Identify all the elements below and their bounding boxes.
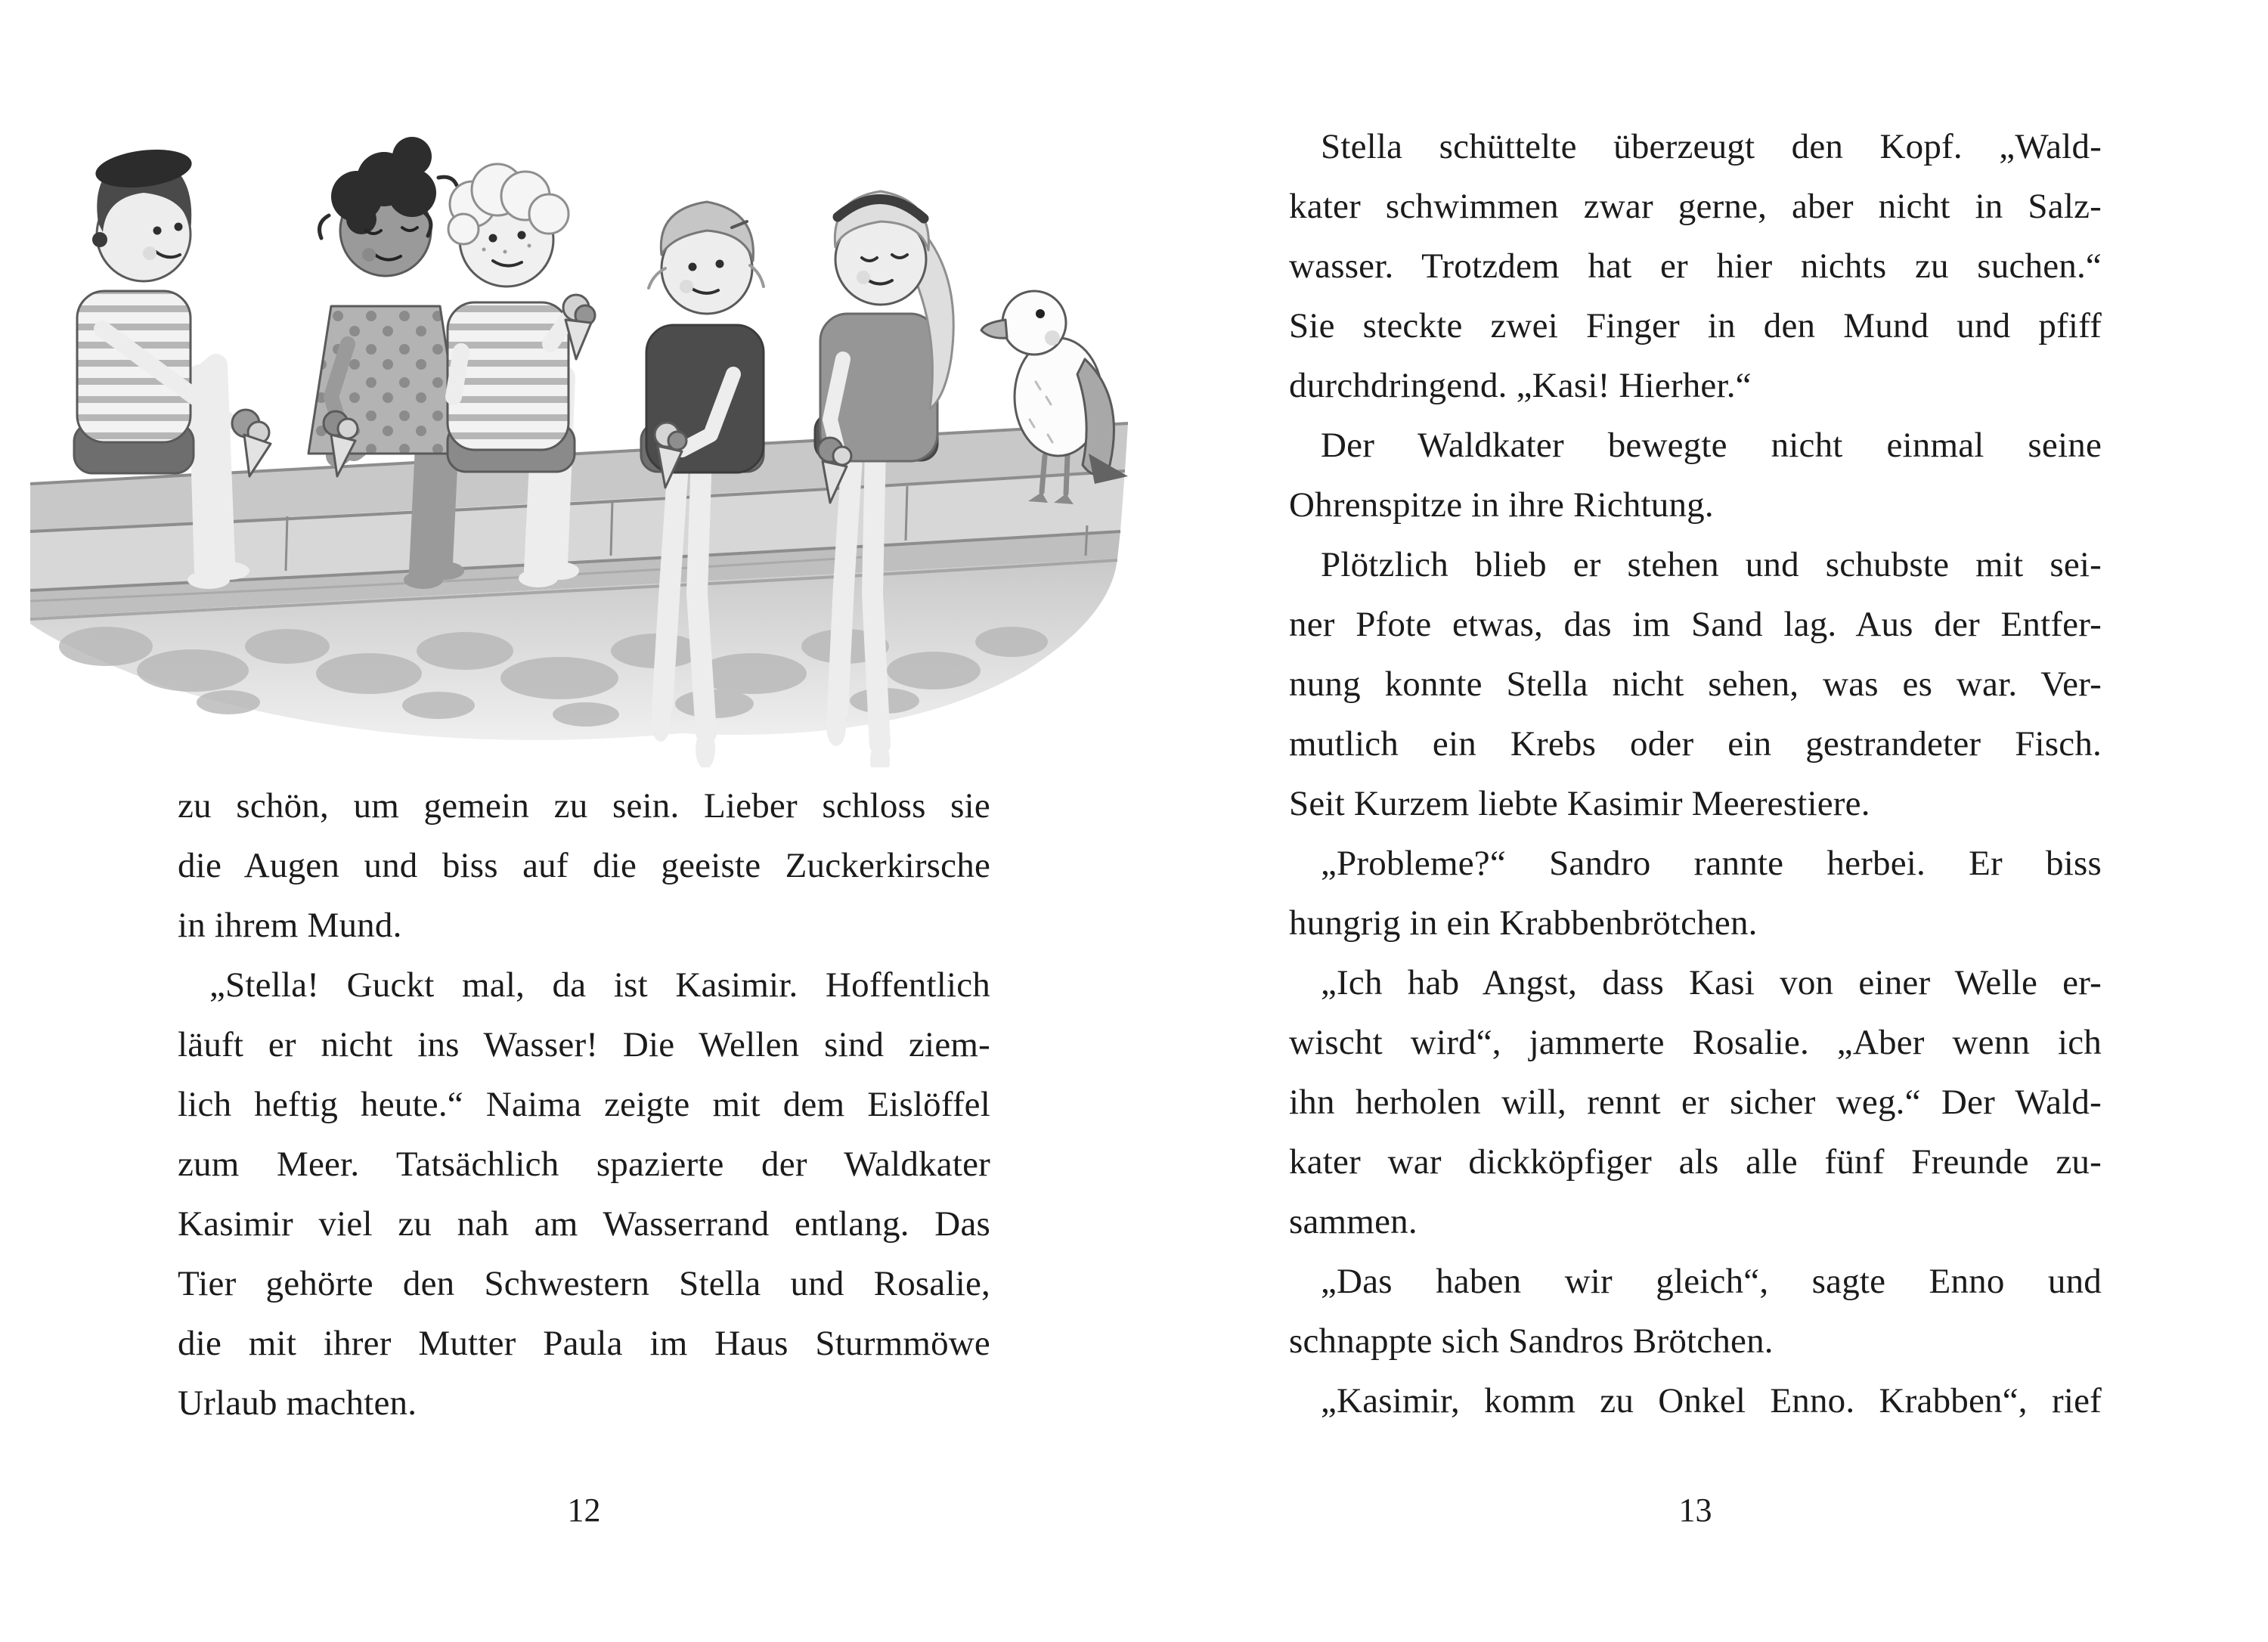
text-line: „Das haben wir gleich“, sagte Enno und — [1321, 1262, 2102, 1301]
text-line: Seit Kurzem liebte Kasimir Meerestiere. — [1289, 784, 1870, 823]
text-line: „Stella! Guckt mal, da ist Kasimir. Hoffentlich — [209, 965, 990, 1005]
text-line: sammen. — [1289, 1202, 1418, 1241]
text-line: „Kasimir, komm zu Onkel Enno. Krabben“, rief — [1321, 1381, 2102, 1420]
text-line: hungrig in ein Krabbenbrötchen. — [1289, 903, 1758, 943]
text-line: lich heftig heute.“ Naima zeigte mit dem Eislöffel — [178, 1085, 990, 1124]
text-line: Kasimir viel zu nah am Wasserrand entlang. Das — [178, 1204, 990, 1244]
text-line: Urlaub machten. — [178, 1383, 417, 1423]
page-number-left: 12 — [567, 1492, 601, 1529]
text-line: wasser. Trotzdem hat er hier nichts zu suchen.“ — [1289, 246, 2102, 286]
text-line: nung konnte Stella nicht sehen, was es war. Ver- — [1289, 665, 2102, 704]
text-line: zu schön, um gemein zu sein. Lieber schloss sie — [178, 786, 990, 826]
beach-illustration — [30, 42, 1179, 767]
ice-cream-cone — [232, 410, 271, 476]
text-line: zum Meer. Tatsächlich spazierte der Waldkater — [178, 1145, 990, 1184]
text-line: läuft er nicht ins Wasser! Die Wellen sind ziem- — [178, 1025, 990, 1064]
text-line: ner Pfote etwas, das im Sand lag. Aus der Entfer- — [1289, 605, 2102, 644]
right-page-text — [1289, 117, 2102, 1431]
text-line: Plötzlich blieb er stehen und schubste mit sei- — [1321, 545, 2102, 584]
text-line: wischt wird“, jammerte Rosalie. „Aber wenn ich — [1289, 1023, 2102, 1062]
text-line: in ihrem Mund. — [178, 906, 402, 945]
text-line: Sie steckte zwei Finger in den Mund und pfiff — [1289, 306, 2102, 345]
text-line: schnappte sich Sandros Brötchen. — [1289, 1321, 1774, 1361]
text-line: Tier gehörte den Schwestern Stella und Rosalie, — [178, 1264, 990, 1303]
text-line: die Augen und biss auf die geeiste Zuckerkirsche — [178, 846, 990, 885]
text-line: mutlich ein Krebs oder ein gestrandeter Fisch. — [1289, 724, 2102, 764]
text-line: Der Waldkater bewegte nicht einmal seine — [1321, 426, 2102, 465]
left-page-text — [178, 776, 990, 1433]
text-line: die mit ihrer Mutter Paula im Haus Sturmmöwe — [178, 1324, 990, 1363]
page-number-right: 13 — [1678, 1492, 1712, 1529]
text-line: durchdringend. „Kasi! Hierher.“ — [1289, 366, 1752, 405]
page-right — [1134, 0, 2268, 1642]
text-line: kater war dickköpfiger als alle fünf Freunde zu- — [1289, 1142, 2102, 1182]
text-line: „Probleme?“ Sandro rannte herbei. Er biss — [1321, 844, 2102, 883]
text-line: kater schwimmen zwar gerne, aber nicht in Salz- — [1289, 187, 2102, 226]
text-line: Stella schüttelte überzeugt den Kopf. „Wald- — [1321, 127, 2102, 166]
text-line: Ohrenspitze in ihre Richtung. — [1289, 485, 1714, 525]
text-line: „Ich hab Angst, dass Kasi von einer Welle er- — [1321, 963, 2102, 1002]
text-line: ihn herholen will, rennt er sicher weg.“ Der Wald- — [1289, 1083, 2102, 1122]
